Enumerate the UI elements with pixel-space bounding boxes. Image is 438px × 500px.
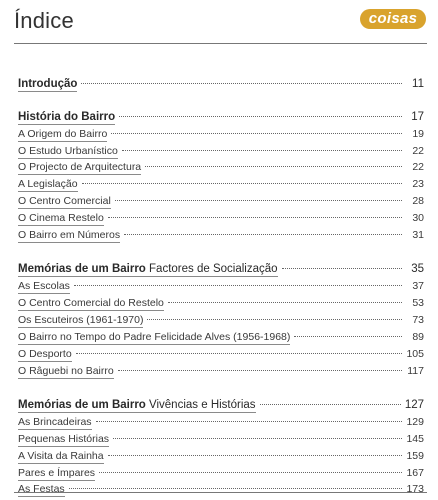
dot-leader xyxy=(119,116,402,117)
toc-section-historia[interactable] xyxy=(18,110,424,125)
toc-item[interactable]: O Desporto 105 xyxy=(18,348,424,360)
toc-item[interactable]: O Centro Comercial do Restelo 53 xyxy=(18,297,424,309)
toc-item[interactable]: A Visita da Rainha 159 xyxy=(18,450,424,462)
dot-leader xyxy=(260,404,401,405)
toc-item[interactable]: O Centro Comercial 28 xyxy=(18,195,424,207)
section-title: Memórias de um Bairro xyxy=(18,399,146,411)
page-number: 127 xyxy=(404,399,424,411)
section-title: Memórias de um Bairro xyxy=(18,263,146,275)
toc-item[interactable]: O Estudo Urbanístico 22 xyxy=(18,145,424,157)
toc-item[interactable]: As Festas 173 xyxy=(18,483,424,495)
toc-item[interactable]: As Escolas 37 xyxy=(18,280,424,292)
page-number: 11 xyxy=(412,78,424,90)
toc-item[interactable]: O Bairro no Tempo do Padre Felicidade Alves (1956-1968) 89 xyxy=(18,331,424,343)
toc-item[interactable]: A Origem do Bairro 19 xyxy=(18,128,424,140)
toc-item[interactable]: O Râguebi no Bairro 117 xyxy=(18,365,424,377)
toc-item[interactable]: O Bairro em Números 31 xyxy=(18,229,424,241)
page-number: 35 xyxy=(411,263,424,275)
toc-item[interactable]: Pares e Ímpares 167 xyxy=(18,467,424,479)
toc-item[interactable]: Os Escuteiros (1961-1970) 73 xyxy=(18,314,424,326)
page-number: 17 xyxy=(411,111,424,123)
toc-item[interactable]: Pequenas Histórias 145 xyxy=(18,433,424,445)
toc-item[interactable]: O Projecto de Arquitectura 22 xyxy=(18,161,424,173)
toc-section-introducao[interactable] xyxy=(18,77,424,92)
dot-leader xyxy=(282,268,402,269)
dot-leader xyxy=(81,83,402,84)
toc-item[interactable]: O Cinema Restelo 30 xyxy=(18,212,424,224)
coisas-logo: coisas xyxy=(360,9,426,29)
top-divider xyxy=(14,43,427,44)
section-title: História do Bairro xyxy=(18,111,116,123)
toc-item[interactable]: As Brincadeiras 129 xyxy=(18,416,424,428)
toc-section-vivencias[interactable]: Memórias de um Bairro Vivências e Histórias 127 xyxy=(18,399,424,411)
page-title: Índice xyxy=(14,8,74,33)
toc-item[interactable]: A Legislação 23 xyxy=(18,178,424,190)
toc-section-factores[interactable]: Memórias de um Bairro Factores de Socialização 35 xyxy=(18,263,424,275)
section-title: Introdução xyxy=(18,78,78,90)
